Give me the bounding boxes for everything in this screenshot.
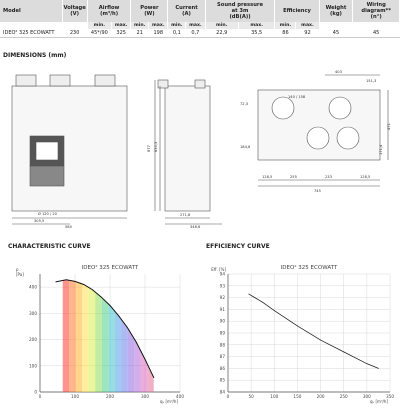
sub-empty [62, 22, 87, 29]
dim-label: 171,4 [379, 144, 383, 155]
y-tick-label: 84 [219, 389, 225, 395]
y-tick-label: 88 [219, 342, 225, 348]
x-tick-label: 200 [316, 394, 325, 399]
efficiency-curve-line [249, 294, 379, 368]
x-axis-label: qᵥ [m³/h] [370, 399, 388, 404]
x-tick-label: 300 [362, 394, 371, 399]
dim-label: 128,5 [360, 175, 371, 179]
header-wiring: Wiring diagram** (n°) [353, 0, 400, 22]
front-display [36, 142, 58, 160]
cell-current-min: 0,1 [168, 29, 186, 38]
dim-label: 151,3 [366, 79, 377, 83]
header-power: Power (W) [131, 0, 168, 22]
color-band [102, 298, 109, 392]
efficiency-curve-title: EFFICIENCY CURVE [206, 243, 270, 250]
table-header-row [0, 0, 400, 22]
data-point [262, 302, 263, 303]
cell-airflow-max: 325 [111, 29, 130, 38]
characteristic-curve-title: CHARACTERISTIC CURVE [8, 243, 91, 250]
color-band [115, 311, 122, 392]
y-tick-label: 0 [34, 389, 37, 395]
x-tick-label: 50 [248, 394, 254, 399]
header-efficiency: Efficiency [275, 0, 319, 22]
top-duct-circle [337, 127, 359, 149]
y-axis-label-prefix: p [16, 267, 19, 272]
data-point [136, 342, 137, 343]
color-band [134, 339, 141, 392]
header-sound: Sound pressure at 3m (dB(A)) [205, 0, 275, 22]
sub-max: max. [149, 22, 168, 29]
y-tick-label: 100 [29, 363, 37, 369]
x-tick-label: 0 [226, 394, 230, 399]
cell-efficiency-min: 86 [275, 29, 296, 38]
y-tick-label: 90 [219, 318, 225, 324]
color-band [89, 287, 96, 392]
y-tick-label: 86 [219, 365, 225, 371]
y-tick-label: 93 [219, 283, 225, 289]
dim-label: 403 [335, 70, 342, 74]
color-band [82, 284, 89, 392]
dim-label: 580 [65, 225, 72, 229]
color-band [108, 304, 115, 392]
x-tick-label: 0 [38, 394, 42, 399]
front-panel-lower [30, 166, 64, 186]
data-point [55, 281, 56, 282]
dim-label: 184,6 [240, 145, 251, 149]
color-band [63, 280, 70, 392]
data-point [248, 294, 249, 295]
cell-sound-max: 35,5 [238, 29, 275, 38]
sub-empty [353, 22, 400, 29]
data-point [83, 284, 84, 285]
x-tick-label: 100 [71, 394, 79, 399]
sub-min: min. [131, 22, 149, 29]
x-tick-label: 250 [339, 394, 348, 399]
data-point [118, 316, 119, 317]
y-tick-label: 200 [29, 337, 37, 343]
spec-table [0, 0, 400, 38]
cell-airflow-min: 45*/90 [87, 29, 111, 38]
data-point [274, 310, 275, 311]
dim-label: Ø 120 / 20 [38, 212, 57, 216]
header-voltage: Voltage (V) [62, 0, 87, 22]
data-point [92, 289, 93, 290]
table-row [0, 29, 400, 38]
cell-voltage: 230 [62, 29, 87, 38]
x-tick-label: 350 [386, 394, 394, 399]
dim-label: 271,8 [180, 213, 191, 217]
dim-label: 128,5 [262, 175, 273, 179]
dim-label: 830,5 [154, 141, 158, 152]
header-weight: Weight (kg) [319, 0, 353, 22]
data-point [343, 351, 344, 352]
x-tick-label: 200 [106, 394, 114, 399]
y-tick-label: 94 [219, 271, 225, 277]
y-tick-label: 92 [219, 295, 225, 301]
efficiency-curve-chart [200, 252, 400, 416]
x-tick-label: 150 [293, 394, 302, 399]
y-tick-label: 300 [29, 310, 37, 316]
top-duct-circle [307, 127, 329, 149]
color-band [121, 319, 128, 392]
data-point [101, 297, 102, 298]
dim-label: 305,5 [34, 219, 45, 223]
y-tick-label: 85 [219, 377, 225, 383]
y-tick-label: 89 [219, 330, 225, 336]
side-duct [158, 80, 168, 88]
data-point [297, 326, 298, 327]
sub-max: max. [238, 22, 275, 29]
data-point [127, 327, 128, 328]
sub-empty [0, 22, 62, 29]
cell-power-max: 198 [149, 29, 168, 38]
cell-efficiency-max: 92 [296, 29, 319, 38]
dim-label: 877 [147, 145, 151, 152]
front-top-duct [50, 75, 70, 86]
characteristic-curve-chart [0, 252, 200, 416]
data-point [145, 359, 146, 360]
side-view-body [165, 86, 210, 211]
sub-min: min. [87, 22, 111, 29]
x-tick-label: 300 [141, 394, 149, 399]
data-point [66, 279, 67, 280]
cell-wiring: 45 [353, 29, 400, 38]
data-point [153, 377, 154, 378]
x-tick-label: 100 [270, 394, 279, 399]
data-point [378, 368, 379, 369]
dim-label: 255 [290, 175, 297, 179]
sub-min: min. [275, 22, 296, 29]
sub-min: min. [168, 22, 186, 29]
dimensions-title: DIMENSIONS (mm) [3, 52, 67, 59]
chart-title: IDEO² 325 ECOWATT [280, 265, 338, 271]
sub-max: max. [296, 22, 319, 29]
table-subheader-row [0, 22, 400, 29]
x-tick-label: 400 [176, 394, 184, 399]
cell-weight: 45 [319, 29, 353, 38]
cell-model: IDEO² 325 ECOWATT [0, 29, 62, 38]
color-band [147, 364, 154, 392]
data-point [320, 340, 321, 341]
y-tick-label: 400 [29, 284, 37, 290]
dim-label: 233 [325, 175, 332, 179]
chart-title: IDEO² 325 ECOWATT [81, 265, 139, 271]
cell-sound-min: 22,9 [205, 29, 238, 38]
dim-label: 140 / 158 [288, 95, 306, 99]
color-band [76, 282, 83, 392]
color-band [95, 292, 102, 392]
data-point [75, 281, 76, 282]
header-current: Current (A) [168, 0, 205, 22]
header-model: Model [0, 0, 62, 22]
side-duct [195, 80, 205, 88]
header-airflow: Airflow (m³/h) [87, 0, 131, 22]
color-band [69, 280, 76, 392]
front-view-body [12, 86, 127, 211]
y-axis-label: Eff. [%] [211, 267, 226, 272]
data-point [110, 305, 111, 306]
sub-max: max. [186, 22, 205, 29]
cell-current-max: 0,7 [186, 29, 205, 38]
dim-label: 348,6 [190, 225, 201, 229]
x-axis-label: qᵥ [m³/h] [160, 399, 178, 404]
top-duct-circle [272, 97, 294, 119]
data-point [366, 363, 367, 364]
sub-max: max. [111, 22, 130, 29]
dim-label: 72,3 [240, 102, 249, 106]
y-tick-label: 87 [219, 354, 225, 360]
top-duct-circle [329, 97, 351, 119]
front-top-duct [95, 75, 115, 86]
dimensions-drawing [0, 60, 400, 230]
sub-empty [319, 22, 353, 29]
cell-power-min: 21 [131, 29, 149, 38]
dim-label: 471 [387, 123, 391, 130]
y-axis-label: [Pa] [16, 272, 24, 277]
dim-label: 745 [314, 189, 321, 193]
front-top-duct [16, 75, 36, 86]
sub-min: min. [205, 22, 238, 29]
y-tick-label: 91 [219, 306, 225, 312]
